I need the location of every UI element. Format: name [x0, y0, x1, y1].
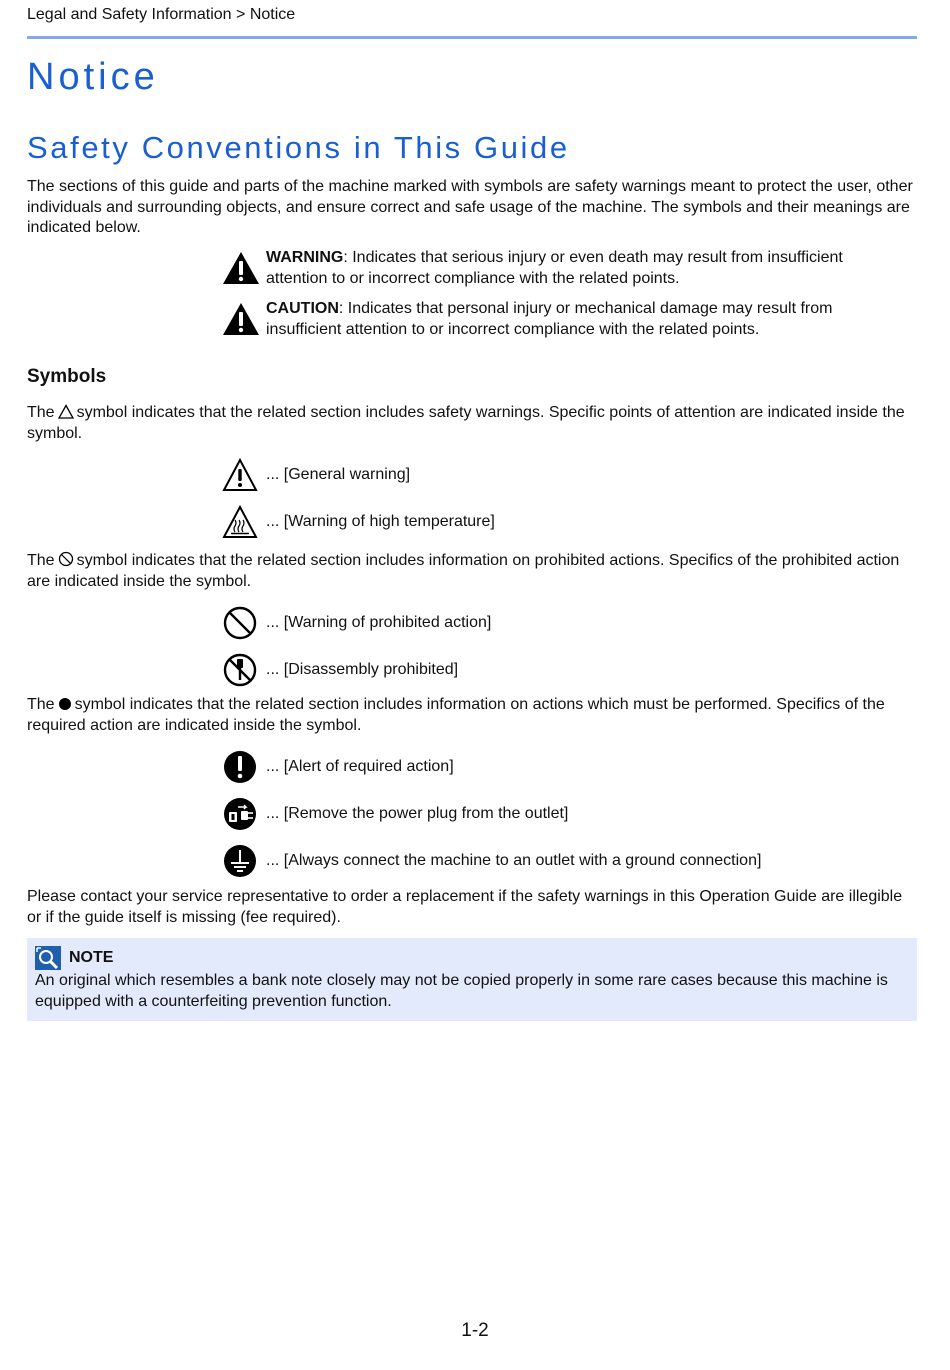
high-temperature-label: ... [Warning of high temperature] — [266, 513, 495, 530]
prohibited-action-row — [222, 605, 491, 641]
contact-paragraph: Please contact your service representative to order a replacement if the safety warnings in this Operation Guide are illegible or if the guide itself is missing (fee required). — [27, 888, 903, 926]
required-action-row — [222, 749, 454, 785]
symbols-heading: Symbols — [27, 366, 107, 387]
caution-label: CAUTION — [266, 300, 339, 317]
caution-text — [266, 299, 906, 340]
prohibit-outline-icon — [58, 551, 74, 567]
note-label: NOTE — [69, 949, 114, 966]
general-warning-label: ... [General warning] — [266, 466, 411, 483]
ground-connection-label: ... [Always connect the machine to an outlet with a ground connection] — [266, 852, 762, 869]
general-warning-icon — [222, 457, 258, 493]
prohibit-intro-end: symbol indicates that the related section includes information on prohibited actions. Specifics of the prohibited action are indicated inside the symbol. — [27, 552, 900, 590]
page-number: 1-2 — [461, 1320, 489, 1341]
note-header — [35, 946, 113, 970]
section-title: Safety Conventions in This Guide — [27, 130, 570, 165]
remove-plug-icon — [222, 796, 258, 832]
ground-connection-row — [222, 843, 761, 879]
triangle-intro-start: The — [27, 404, 55, 421]
caution-description: : Indicates that personal injury or mechanical damage may result from insufficient attention to or incorrect compliance with the related points. — [266, 300, 833, 338]
high-temperature-row — [222, 504, 495, 540]
disassembly-prohibited-label: ... [Disassembly prohibited] — [266, 661, 459, 678]
required-intro-end: symbol indicates that the related section includes information on actions which must be performed. Specifics of the required action are indicated inside the symbol. — [27, 696, 885, 734]
warning-row — [222, 248, 906, 289]
prohibited-action-icon — [222, 605, 258, 641]
note-box — [27, 938, 917, 1021]
page-title: Notice — [27, 56, 159, 98]
triangle-intro — [27, 403, 919, 444]
disassembly-prohibited-row — [222, 652, 458, 688]
required-action-icon — [222, 749, 258, 785]
note-icon — [35, 946, 61, 970]
warning-description: : Indicates that serious injury or even death may result from insufficient attention to or incorrect compliance with the related points. — [266, 249, 843, 287]
caution-triangle-icon — [222, 299, 260, 337]
header-rule — [27, 36, 917, 39]
prohibited-action-label: ... [Warning of prohibited action] — [266, 614, 492, 631]
prohibit-intro-start: The — [27, 552, 55, 569]
disassembly-prohibited-icon — [222, 652, 258, 688]
caution-row — [222, 299, 906, 340]
required-intro-start: The — [27, 696, 55, 713]
warning-triangle-icon — [222, 248, 260, 286]
note-text: An original which resembles a bank note closely may not be copied properly in some rare cases because this machine is equipped with a counterfeiting prevention function. — [35, 972, 888, 1010]
intro-paragraph: The sections of this guide and parts of the machine marked with symbols are safety warnings meant to protect the user, other individuals and surrounding objects, and ensure correct and safe usage of the machine. The symbols and their meanings are indicated below. — [27, 178, 913, 236]
breadcrumb: Legal and Safety Information > Notice — [27, 6, 296, 23]
high-temperature-icon — [222, 504, 258, 540]
general-warning-row — [222, 457, 410, 493]
remove-plug-row — [222, 796, 568, 832]
triangle-outline-icon — [58, 404, 74, 419]
prohibit-intro — [27, 551, 919, 592]
required-action-label: ... [Alert of required action] — [266, 758, 454, 775]
warning-label: WARNING — [266, 249, 344, 266]
filled-circle-icon — [58, 697, 72, 711]
ground-connection-icon — [222, 843, 258, 879]
remove-plug-label: ... [Remove the power plug from the outlet] — [266, 805, 569, 822]
warning-text — [266, 248, 906, 289]
triangle-intro-end: symbol indicates that the related section includes safety warnings. Specific points of attention are indicated inside the symbol. — [27, 404, 905, 442]
required-intro — [27, 695, 919, 736]
